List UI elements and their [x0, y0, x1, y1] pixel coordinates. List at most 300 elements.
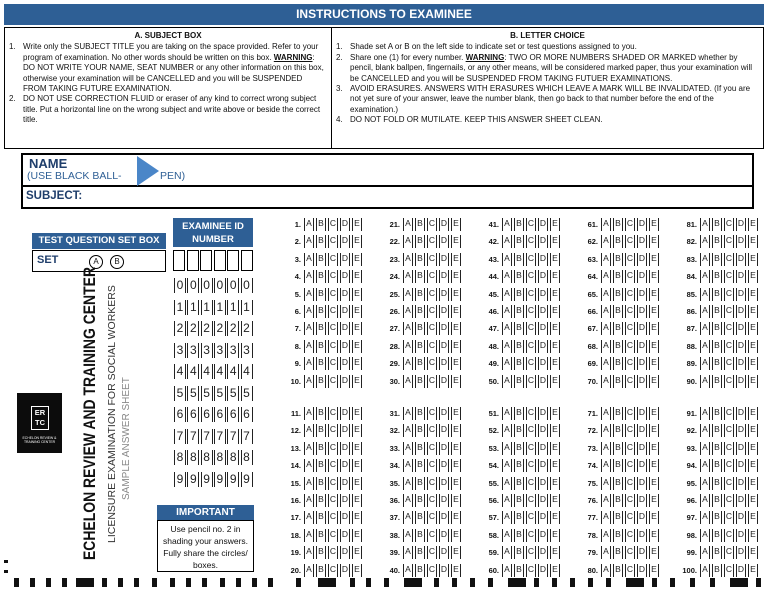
- answer-bubble-a[interactable]: A: [601, 509, 611, 525]
- answer-bubble-c[interactable]: C: [328, 320, 338, 336]
- answer-bubble-d[interactable]: D: [538, 355, 548, 371]
- answer-bubble-a[interactable]: A: [601, 527, 611, 543]
- answer-bubble-c[interactable]: C: [625, 373, 635, 389]
- id-write-cell[interactable]: [214, 250, 226, 271]
- answer-bubble-a[interactable]: A: [700, 303, 710, 319]
- answer-bubble-e[interactable]: E: [649, 475, 659, 491]
- answer-bubble-e[interactable]: E: [451, 527, 461, 543]
- answer-bubble-b[interactable]: B: [514, 562, 524, 578]
- answer-bubble-a[interactable]: A: [700, 373, 710, 389]
- answer-bubble-d[interactable]: D: [637, 373, 647, 389]
- answer-bubble-b[interactable]: B: [712, 233, 722, 249]
- answer-bubble-d[interactable]: D: [439, 338, 449, 354]
- answer-bubble-d[interactable]: D: [637, 457, 647, 473]
- answer-bubble-e[interactable]: E: [451, 544, 461, 560]
- answer-bubble-d[interactable]: D: [736, 509, 746, 525]
- answer-bubble-d[interactable]: D: [637, 405, 647, 421]
- answer-bubble-e[interactable]: E: [748, 268, 758, 284]
- answer-bubble-a[interactable]: A: [304, 268, 314, 284]
- answer-bubble-a[interactable]: A: [601, 355, 611, 371]
- id-digit-bubble[interactable]: 4: [201, 364, 213, 379]
- answer-bubble-e[interactable]: E: [748, 440, 758, 456]
- answer-bubble-a[interactable]: A: [502, 233, 512, 249]
- answer-bubble-e[interactable]: E: [649, 338, 659, 354]
- answer-bubble-a[interactable]: A: [304, 303, 314, 319]
- answer-bubble-c[interactable]: C: [724, 527, 734, 543]
- answer-bubble-e[interactable]: E: [649, 320, 659, 336]
- answer-bubble-e[interactable]: E: [451, 405, 461, 421]
- answer-bubble-a[interactable]: A: [304, 373, 314, 389]
- answer-bubble-b[interactable]: B: [415, 544, 425, 560]
- answer-bubble-c[interactable]: C: [526, 373, 536, 389]
- answer-bubble-c[interactable]: C: [724, 233, 734, 249]
- answer-bubble-b[interactable]: B: [613, 251, 623, 267]
- answer-bubble-a[interactable]: A: [403, 492, 413, 508]
- answer-bubble-d[interactable]: D: [439, 422, 449, 438]
- answer-bubble-c[interactable]: C: [427, 475, 437, 491]
- answer-bubble-c[interactable]: C: [427, 544, 437, 560]
- answer-bubble-d[interactable]: D: [340, 286, 350, 302]
- answer-bubble-c[interactable]: C: [328, 562, 338, 578]
- answer-bubble-e[interactable]: E: [352, 268, 362, 284]
- answer-bubble-e[interactable]: E: [748, 422, 758, 438]
- answer-bubble-e[interactable]: E: [451, 492, 461, 508]
- answer-bubble-e[interactable]: E: [451, 303, 461, 319]
- answer-bubble-c[interactable]: C: [724, 303, 734, 319]
- answer-bubble-b[interactable]: B: [514, 251, 524, 267]
- answer-bubble-c[interactable]: C: [427, 562, 437, 578]
- answer-bubble-a[interactable]: A: [700, 544, 710, 560]
- answer-bubble-c[interactable]: C: [526, 492, 536, 508]
- answer-bubble-b[interactable]: B: [514, 303, 524, 319]
- answer-bubble-b[interactable]: B: [712, 405, 722, 421]
- answer-bubble-d[interactable]: D: [736, 373, 746, 389]
- id-digit-bubble[interactable]: 7: [241, 429, 253, 444]
- id-digit-bubble[interactable]: 5: [174, 386, 186, 401]
- answer-bubble-c[interactable]: C: [625, 544, 635, 560]
- answer-bubble-d[interactable]: D: [439, 355, 449, 371]
- answer-bubble-b[interactable]: B: [613, 355, 623, 371]
- answer-bubble-e[interactable]: E: [550, 509, 560, 525]
- answer-bubble-d[interactable]: D: [340, 405, 350, 421]
- answer-bubble-e[interactable]: E: [352, 216, 362, 232]
- answer-bubble-c[interactable]: C: [328, 527, 338, 543]
- answer-bubble-e[interactable]: E: [550, 440, 560, 456]
- id-digit-bubble[interactable]: 4: [241, 364, 253, 379]
- answer-bubble-c[interactable]: C: [427, 338, 437, 354]
- answer-bubble-c[interactable]: C: [625, 509, 635, 525]
- answer-bubble-c[interactable]: C: [526, 457, 536, 473]
- answer-bubble-d[interactable]: D: [439, 233, 449, 249]
- answer-bubble-e[interactable]: E: [451, 268, 461, 284]
- answer-bubble-c[interactable]: C: [328, 440, 338, 456]
- answer-bubble-e[interactable]: E: [451, 286, 461, 302]
- id-digit-bubble[interactable]: 0: [214, 278, 226, 293]
- answer-bubble-e[interactable]: E: [649, 422, 659, 438]
- id-digit-bubble[interactable]: 4: [174, 364, 186, 379]
- answer-bubble-e[interactable]: E: [352, 303, 362, 319]
- set-b-bubble[interactable]: B: [110, 255, 124, 269]
- answer-bubble-b[interactable]: B: [712, 338, 722, 354]
- answer-bubble-e[interactable]: E: [352, 440, 362, 456]
- answer-bubble-d[interactable]: D: [637, 303, 647, 319]
- answer-bubble-b[interactable]: B: [613, 440, 623, 456]
- id-digit-bubble[interactable]: 8: [174, 450, 186, 465]
- answer-bubble-a[interactable]: A: [502, 422, 512, 438]
- answer-bubble-a[interactable]: A: [304, 509, 314, 525]
- id-digit-bubble[interactable]: 3: [227, 343, 239, 358]
- id-digit-bubble[interactable]: 3: [174, 343, 186, 358]
- answer-bubble-d[interactable]: D: [538, 422, 548, 438]
- id-digit-bubble[interactable]: 7: [214, 429, 226, 444]
- id-digit-bubble[interactable]: 1: [214, 300, 226, 315]
- answer-bubble-c[interactable]: C: [526, 422, 536, 438]
- answer-bubble-a[interactable]: A: [601, 373, 611, 389]
- answer-bubble-b[interactable]: B: [613, 492, 623, 508]
- id-digit-bubble[interactable]: 7: [174, 429, 186, 444]
- answer-bubble-b[interactable]: B: [712, 509, 722, 525]
- answer-bubble-c[interactable]: C: [328, 303, 338, 319]
- answer-bubble-e[interactable]: E: [352, 475, 362, 491]
- id-digit-bubble[interactable]: 9: [201, 472, 213, 487]
- answer-bubble-c[interactable]: C: [526, 320, 536, 336]
- answer-bubble-e[interactable]: E: [550, 320, 560, 336]
- answer-bubble-d[interactable]: D: [439, 527, 449, 543]
- answer-bubble-d[interactable]: D: [736, 440, 746, 456]
- id-digit-bubble[interactable]: 1: [201, 300, 213, 315]
- answer-bubble-a[interactable]: A: [304, 544, 314, 560]
- answer-bubble-a[interactable]: A: [304, 422, 314, 438]
- answer-bubble-d[interactable]: D: [538, 405, 548, 421]
- answer-bubble-d[interactable]: D: [439, 562, 449, 578]
- answer-bubble-c[interactable]: C: [625, 440, 635, 456]
- answer-bubble-c[interactable]: C: [526, 286, 536, 302]
- answer-bubble-d[interactable]: D: [340, 268, 350, 284]
- answer-bubble-e[interactable]: E: [352, 320, 362, 336]
- answer-bubble-e[interactable]: E: [352, 233, 362, 249]
- answer-bubble-a[interactable]: A: [700, 216, 710, 232]
- answer-bubble-c[interactable]: C: [724, 544, 734, 560]
- answer-bubble-b[interactable]: B: [316, 509, 326, 525]
- answer-bubble-e[interactable]: E: [352, 355, 362, 371]
- answer-bubble-a[interactable]: A: [304, 527, 314, 543]
- answer-bubble-e[interactable]: E: [748, 544, 758, 560]
- answer-bubble-d[interactable]: D: [736, 475, 746, 491]
- answer-bubble-b[interactable]: B: [514, 492, 524, 508]
- answer-bubble-a[interactable]: A: [403, 457, 413, 473]
- id-digit-bubble[interactable]: 7: [187, 429, 199, 444]
- answer-bubble-b[interactable]: B: [316, 475, 326, 491]
- answer-bubble-a[interactable]: A: [502, 286, 512, 302]
- id-digit-bubble[interactable]: 9: [174, 472, 186, 487]
- answer-bubble-e[interactable]: E: [550, 405, 560, 421]
- answer-bubble-e[interactable]: E: [451, 320, 461, 336]
- answer-bubble-a[interactable]: A: [700, 527, 710, 543]
- answer-bubble-a[interactable]: A: [304, 320, 314, 336]
- answer-bubble-c[interactable]: C: [625, 286, 635, 302]
- answer-bubble-b[interactable]: B: [613, 562, 623, 578]
- answer-bubble-b[interactable]: B: [712, 492, 722, 508]
- answer-bubble-a[interactable]: A: [700, 338, 710, 354]
- answer-bubble-a[interactable]: A: [403, 422, 413, 438]
- answer-bubble-a[interactable]: A: [601, 422, 611, 438]
- answer-bubble-a[interactable]: A: [601, 475, 611, 491]
- answer-bubble-d[interactable]: D: [538, 373, 548, 389]
- answer-bubble-e[interactable]: E: [352, 338, 362, 354]
- id-digit-bubble[interactable]: 2: [227, 321, 239, 336]
- answer-bubble-c[interactable]: C: [526, 475, 536, 491]
- answer-bubble-d[interactable]: D: [736, 303, 746, 319]
- answer-bubble-e[interactable]: E: [748, 492, 758, 508]
- answer-bubble-c[interactable]: C: [625, 216, 635, 232]
- id-digit-bubble[interactable]: 4: [187, 364, 199, 379]
- id-digit-bubble[interactable]: 5: [201, 386, 213, 401]
- answer-bubble-e[interactable]: E: [550, 233, 560, 249]
- answer-bubble-d[interactable]: D: [439, 216, 449, 232]
- answer-bubble-c[interactable]: C: [526, 355, 536, 371]
- id-digit-bubble[interactable]: 8: [187, 450, 199, 465]
- answer-bubble-c[interactable]: C: [427, 216, 437, 232]
- id-digit-bubble[interactable]: 2: [241, 321, 253, 336]
- answer-bubble-b[interactable]: B: [316, 544, 326, 560]
- answer-bubble-c[interactable]: C: [724, 562, 734, 578]
- answer-bubble-a[interactable]: A: [403, 338, 413, 354]
- id-digit-bubble[interactable]: 6: [214, 407, 226, 422]
- answer-bubble-b[interactable]: B: [514, 475, 524, 491]
- answer-bubble-d[interactable]: D: [736, 268, 746, 284]
- answer-bubble-c[interactable]: C: [724, 405, 734, 421]
- answer-bubble-b[interactable]: B: [415, 268, 425, 284]
- answer-bubble-d[interactable]: D: [340, 303, 350, 319]
- answer-bubble-e[interactable]: E: [550, 355, 560, 371]
- answer-bubble-c[interactable]: C: [427, 405, 437, 421]
- answer-bubble-b[interactable]: B: [415, 562, 425, 578]
- answer-bubble-e[interactable]: E: [748, 527, 758, 543]
- answer-bubble-a[interactable]: A: [601, 440, 611, 456]
- answer-bubble-d[interactable]: D: [439, 303, 449, 319]
- answer-bubble-d[interactable]: D: [637, 233, 647, 249]
- answer-bubble-a[interactable]: A: [502, 544, 512, 560]
- answer-bubble-d[interactable]: D: [736, 562, 746, 578]
- answer-bubble-a[interactable]: A: [502, 492, 512, 508]
- answer-bubble-c[interactable]: C: [328, 422, 338, 438]
- answer-bubble-c[interactable]: C: [328, 338, 338, 354]
- answer-bubble-e[interactable]: E: [649, 355, 659, 371]
- answer-bubble-e[interactable]: E: [550, 251, 560, 267]
- answer-bubble-c[interactable]: C: [724, 320, 734, 336]
- id-write-cell[interactable]: [241, 250, 253, 271]
- answer-bubble-a[interactable]: A: [601, 562, 611, 578]
- answer-bubble-d[interactable]: D: [340, 320, 350, 336]
- id-digit-bubble[interactable]: 9: [214, 472, 226, 487]
- id-write-cell[interactable]: [173, 250, 185, 271]
- answer-bubble-c[interactable]: C: [427, 422, 437, 438]
- answer-bubble-e[interactable]: E: [748, 457, 758, 473]
- answer-bubble-a[interactable]: A: [502, 562, 512, 578]
- answer-bubble-d[interactable]: D: [538, 544, 548, 560]
- answer-bubble-c[interactable]: C: [328, 475, 338, 491]
- answer-bubble-b[interactable]: B: [712, 251, 722, 267]
- answer-bubble-d[interactable]: D: [439, 457, 449, 473]
- answer-bubble-e[interactable]: E: [451, 216, 461, 232]
- answer-bubble-b[interactable]: B: [316, 373, 326, 389]
- answer-bubble-d[interactable]: D: [637, 338, 647, 354]
- answer-bubble-a[interactable]: A: [304, 562, 314, 578]
- answer-bubble-c[interactable]: C: [526, 405, 536, 421]
- answer-bubble-d[interactable]: D: [340, 355, 350, 371]
- answer-bubble-b[interactable]: B: [316, 268, 326, 284]
- answer-bubble-b[interactable]: B: [712, 373, 722, 389]
- answer-bubble-b[interactable]: B: [514, 509, 524, 525]
- answer-bubble-c[interactable]: C: [625, 422, 635, 438]
- id-digit-bubble[interactable]: 5: [214, 386, 226, 401]
- answer-bubble-e[interactable]: E: [451, 509, 461, 525]
- answer-bubble-e[interactable]: E: [649, 544, 659, 560]
- answer-bubble-e[interactable]: E: [649, 216, 659, 232]
- answer-bubble-d[interactable]: D: [340, 338, 350, 354]
- id-digit-bubble[interactable]: 3: [214, 343, 226, 358]
- id-digit-bubble[interactable]: 9: [227, 472, 239, 487]
- answer-bubble-b[interactable]: B: [415, 286, 425, 302]
- answer-bubble-b[interactable]: B: [613, 475, 623, 491]
- answer-bubble-a[interactable]: A: [403, 233, 413, 249]
- answer-bubble-e[interactable]: E: [649, 405, 659, 421]
- answer-bubble-d[interactable]: D: [538, 475, 548, 491]
- answer-bubble-e[interactable]: E: [451, 355, 461, 371]
- id-digit-bubble[interactable]: 5: [187, 386, 199, 401]
- answer-bubble-b[interactable]: B: [316, 422, 326, 438]
- answer-bubble-d[interactable]: D: [736, 422, 746, 438]
- answer-bubble-d[interactable]: D: [340, 562, 350, 578]
- answer-bubble-d[interactable]: D: [340, 509, 350, 525]
- answer-bubble-d[interactable]: D: [340, 373, 350, 389]
- answer-bubble-b[interactable]: B: [613, 544, 623, 560]
- answer-bubble-e[interactable]: E: [550, 544, 560, 560]
- answer-bubble-e[interactable]: E: [352, 492, 362, 508]
- answer-bubble-d[interactable]: D: [439, 286, 449, 302]
- answer-bubble-b[interactable]: B: [613, 233, 623, 249]
- answer-bubble-e[interactable]: E: [451, 440, 461, 456]
- answer-bubble-c[interactable]: C: [724, 216, 734, 232]
- answer-bubble-d[interactable]: D: [637, 286, 647, 302]
- answer-bubble-b[interactable]: B: [613, 320, 623, 336]
- answer-bubble-c[interactable]: C: [427, 355, 437, 371]
- answer-bubble-c[interactable]: C: [724, 268, 734, 284]
- answer-bubble-e[interactable]: E: [352, 251, 362, 267]
- answer-bubble-a[interactable]: A: [304, 251, 314, 267]
- answer-bubble-c[interactable]: C: [328, 355, 338, 371]
- answer-bubble-e[interactable]: E: [550, 286, 560, 302]
- answer-bubble-c[interactable]: C: [625, 492, 635, 508]
- answer-bubble-b[interactable]: B: [712, 562, 722, 578]
- answer-bubble-e[interactable]: E: [748, 233, 758, 249]
- id-digit-bubble[interactable]: 1: [174, 300, 186, 315]
- answer-bubble-e[interactable]: E: [352, 405, 362, 421]
- answer-bubble-d[interactable]: D: [340, 544, 350, 560]
- answer-bubble-c[interactable]: C: [724, 422, 734, 438]
- answer-bubble-a[interactable]: A: [403, 286, 413, 302]
- answer-bubble-a[interactable]: A: [700, 268, 710, 284]
- answer-bubble-a[interactable]: A: [403, 562, 413, 578]
- answer-bubble-b[interactable]: B: [316, 216, 326, 232]
- answer-bubble-c[interactable]: C: [724, 440, 734, 456]
- answer-bubble-e[interactable]: E: [649, 233, 659, 249]
- answer-bubble-b[interactable]: B: [316, 286, 326, 302]
- answer-bubble-c[interactable]: C: [526, 440, 536, 456]
- answer-bubble-d[interactable]: D: [439, 373, 449, 389]
- answer-bubble-d[interactable]: D: [736, 492, 746, 508]
- answer-bubble-b[interactable]: B: [712, 320, 722, 336]
- answer-bubble-e[interactable]: E: [550, 422, 560, 438]
- answer-bubble-d[interactable]: D: [736, 251, 746, 267]
- answer-bubble-b[interactable]: B: [514, 286, 524, 302]
- answer-bubble-e[interactable]: E: [451, 475, 461, 491]
- answer-bubble-e[interactable]: E: [451, 251, 461, 267]
- answer-bubble-b[interactable]: B: [613, 457, 623, 473]
- id-digit-bubble[interactable]: 3: [241, 343, 253, 358]
- answer-bubble-b[interactable]: B: [613, 286, 623, 302]
- answer-bubble-c[interactable]: C: [625, 320, 635, 336]
- answer-bubble-a[interactable]: A: [304, 457, 314, 473]
- answer-bubble-b[interactable]: B: [316, 338, 326, 354]
- answer-bubble-e[interactable]: E: [748, 338, 758, 354]
- answer-bubble-d[interactable]: D: [538, 233, 548, 249]
- answer-bubble-a[interactable]: A: [601, 216, 611, 232]
- answer-bubble-b[interactable]: B: [514, 422, 524, 438]
- answer-bubble-c[interactable]: C: [328, 251, 338, 267]
- answer-bubble-b[interactable]: B: [613, 509, 623, 525]
- answer-bubble-a[interactable]: A: [304, 492, 314, 508]
- answer-bubble-a[interactable]: A: [700, 405, 710, 421]
- answer-bubble-c[interactable]: C: [427, 286, 437, 302]
- answer-bubble-e[interactable]: E: [352, 509, 362, 525]
- answer-bubble-d[interactable]: D: [340, 527, 350, 543]
- answer-bubble-b[interactable]: B: [316, 233, 326, 249]
- answer-bubble-b[interactable]: B: [415, 405, 425, 421]
- answer-bubble-a[interactable]: A: [700, 492, 710, 508]
- answer-bubble-c[interactable]: C: [724, 492, 734, 508]
- answer-bubble-a[interactable]: A: [502, 251, 512, 267]
- answer-bubble-d[interactable]: D: [736, 286, 746, 302]
- answer-bubble-d[interactable]: D: [439, 492, 449, 508]
- answer-bubble-e[interactable]: E: [748, 562, 758, 578]
- id-digit-bubble[interactable]: 0: [241, 278, 253, 293]
- answer-bubble-e[interactable]: E: [649, 251, 659, 267]
- answer-bubble-c[interactable]: C: [526, 251, 536, 267]
- answer-bubble-c[interactable]: C: [427, 440, 437, 456]
- answer-bubble-a[interactable]: A: [502, 303, 512, 319]
- answer-bubble-e[interactable]: E: [550, 216, 560, 232]
- answer-bubble-e[interactable]: E: [550, 268, 560, 284]
- id-write-cell[interactable]: [227, 250, 239, 271]
- answer-bubble-d[interactable]: D: [736, 405, 746, 421]
- answer-bubble-c[interactable]: C: [724, 373, 734, 389]
- answer-bubble-a[interactable]: A: [403, 320, 413, 336]
- answer-bubble-e[interactable]: E: [748, 373, 758, 389]
- answer-bubble-b[interactable]: B: [514, 320, 524, 336]
- answer-bubble-c[interactable]: C: [625, 405, 635, 421]
- answer-bubble-c[interactable]: C: [526, 338, 536, 354]
- answer-bubble-d[interactable]: D: [340, 233, 350, 249]
- answer-bubble-e[interactable]: E: [748, 286, 758, 302]
- answer-bubble-d[interactable]: D: [340, 492, 350, 508]
- answer-bubble-e[interactable]: E: [649, 373, 659, 389]
- id-digit-bubble[interactable]: 8: [201, 450, 213, 465]
- answer-bubble-d[interactable]: D: [538, 303, 548, 319]
- answer-bubble-d[interactable]: D: [439, 544, 449, 560]
- id-digit-bubble[interactable]: 0: [174, 278, 186, 293]
- answer-bubble-c[interactable]: C: [526, 509, 536, 525]
